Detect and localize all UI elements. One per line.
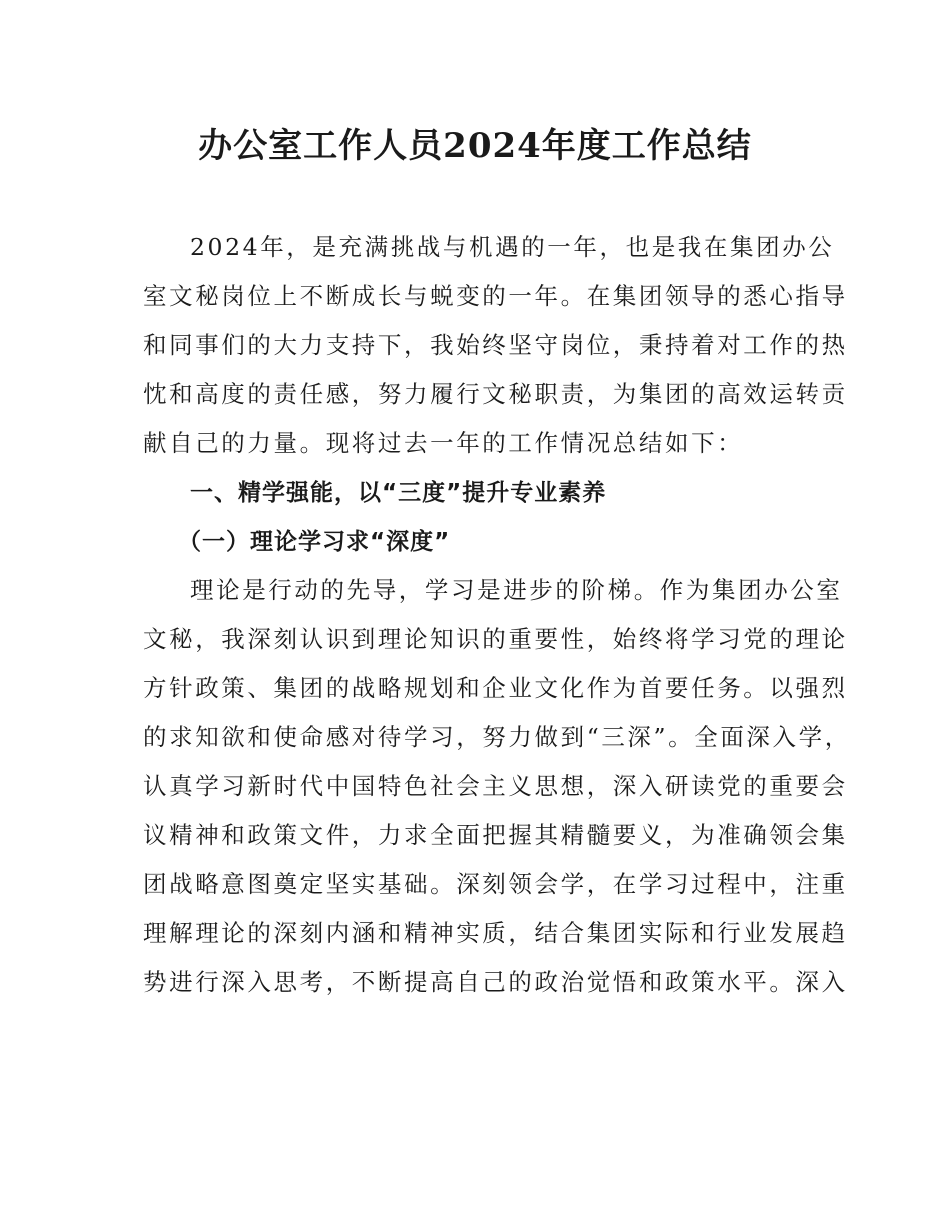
body-line-4: 的求知欲和使命感对待学习，努力做到“三深”。全面深入学，: [143, 723, 851, 751]
subsection-heading: （一）理论学习求“深度”: [178, 529, 451, 555]
body-line-6: 议精神和政策文件，力求全面把握其精髓要义，为准确领会集: [143, 821, 848, 849]
body-line-1: 理论是行动的先导，学习是进步的阶梯。作为集团办公室: [190, 576, 843, 604]
document-title: 办公室工作人员2024年度工作总结: [198, 126, 752, 166]
intro-line-5: 献自己的力量。现将过去一年的工作情况总结如下：: [143, 429, 744, 457]
intro-line-2: 室文秘岗位上不断成长与蜕变的一年。在集团领导的悉心指导: [143, 282, 848, 310]
body-line-8: 理解理论的深刻内涵和精神实质，结合集团实际和行业发展趋: [143, 919, 848, 947]
body-line-2: 文秘，我深刻认识到理论知识的重要性，始终将学习党的理论: [143, 625, 848, 653]
body-line-5: 认真学习新时代中国特色社会主义思想，深入研读党的重要会: [143, 772, 848, 800]
intro-line-1: 2024年，是充满挑战与机遇的一年，也是我在集团办公: [190, 233, 835, 261]
body-line-7: 团战略意图奠定坚实基础。深刻领会学，在学习过程中，注重: [143, 870, 848, 898]
body-line-3: 方针政策、集团的战略规划和企业文化作为首要任务。以强烈: [143, 674, 848, 702]
section-heading: 一、精学强能，以“三度”提升专业素养: [190, 480, 607, 506]
intro-line-3: 和同事们的大力支持下，我始终坚守岗位，秉持着对工作的热: [143, 331, 848, 359]
body-line-9: 势进行深入思考，不断提高自己的政治觉悟和政策水平。深入: [143, 968, 848, 996]
intro-line-4: 忱和高度的责任感，努力履行文秘职责，为集团的高效运转贡: [143, 380, 848, 408]
